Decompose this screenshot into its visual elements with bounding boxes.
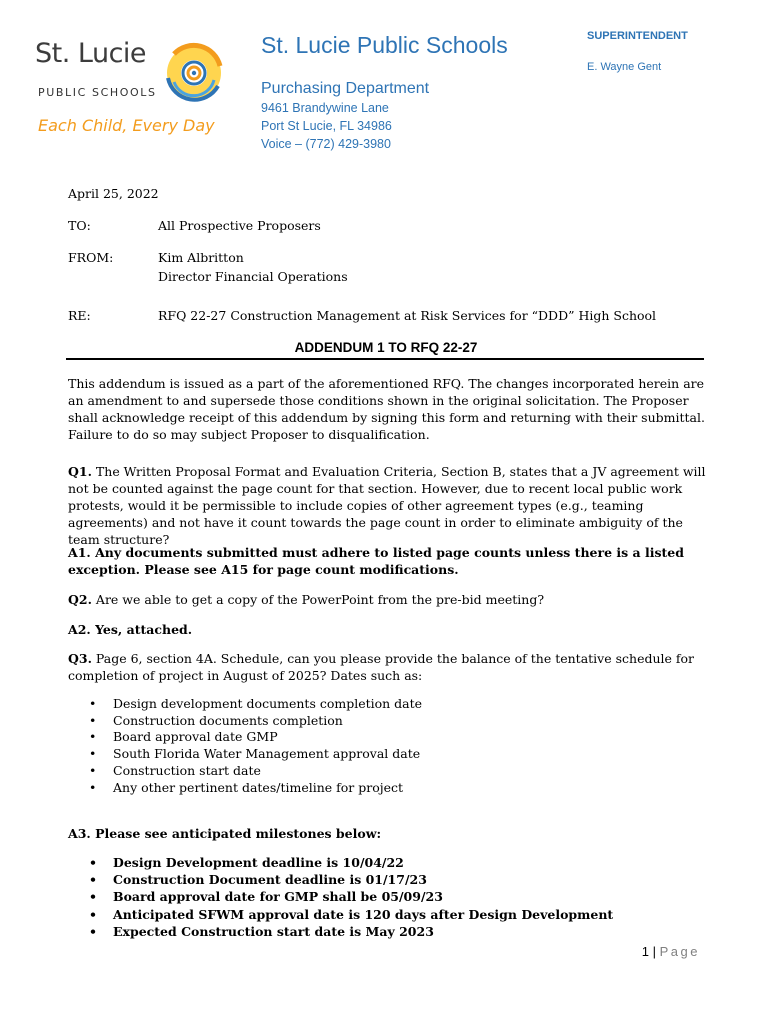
logo-wordmark: St. Lucie: [35, 38, 147, 69]
question-3-label: Q3.: [68, 651, 92, 666]
logo-subtitle: PUBLIC SCHOOLS: [38, 86, 157, 99]
superintendent-name: E. Wayne Gent: [587, 61, 662, 73]
list-item: • Construction start date: [68, 763, 708, 780]
list-item: • Board approval date for GMP shall be 05/09/23: [68, 888, 708, 905]
question-1: [68, 463, 708, 548]
schedule-date-list: [68, 696, 708, 796]
organization-title: St. Lucie Public Schools: [261, 32, 508, 58]
title-divider: [66, 358, 704, 360]
milestone-list: [68, 854, 708, 940]
sun-logo-icon: [160, 42, 224, 104]
list-item: • Design development documents completion date: [68, 696, 708, 713]
answer-3-heading: A3. Please see anticipated milestones below:: [68, 826, 382, 841]
answer-1: A1. Any documents submitted must adhere to listed page counts unless there is a listed exception. Please see A15 for page count modifications.: [68, 545, 684, 577]
to-value: All Prospective Proposers: [158, 218, 321, 233]
question-1-label: Q1.: [68, 464, 92, 479]
question-2-label: Q2.: [68, 592, 92, 607]
superintendent-title: SUPERINTENDENT: [587, 30, 688, 42]
list-item: • Expected Construction start date is May 2023: [68, 923, 708, 940]
intro-paragraph: This addendum is issued as a part of the aforementioned RFQ. The changes incorporated herein are an amendment to and supersede those conditions shown in the original solicitation. The Proposer shall acknowledge receipt of this addendum by signing this form and returning with their submittal. Failure to do so may subject Proposer to disqualification.: [68, 376, 705, 442]
to-label: TO:: [68, 218, 91, 233]
re-value: RFQ 22-27 Construction Management at Risk Services for “DDD” High School: [158, 308, 657, 323]
addendum-title: ADDENDUM 1 TO RFQ 22-27: [294, 340, 478, 355]
address-line-2: Port St Lucie, FL 34986: [261, 119, 392, 133]
list-item: • Board approval date GMP: [68, 729, 708, 746]
list-item: • Any other pertinent dates/timeline for project: [68, 780, 708, 797]
page-separator: |: [649, 944, 660, 959]
address-line-1: 9461 Brandywine Lane: [261, 101, 389, 115]
question-3: [68, 650, 708, 684]
logo-tagline: Each Child, Every Day: [38, 116, 215, 135]
from-name: Kim Albritton: [158, 250, 244, 265]
page-number: 1: [641, 944, 650, 959]
list-item: • Anticipated SFWM approval date is 120 days after Design Development: [68, 906, 708, 923]
phone-number: Voice – (772) 429-3980: [261, 137, 391, 151]
answer-2: A2. Yes, attached.: [68, 622, 193, 637]
page-word: Page: [659, 944, 700, 959]
from-title: Director Financial Operations: [158, 269, 348, 284]
question-1-text: The Written Proposal Format and Evaluation Criteria, Section B, states that a JV agreement will not be counted against the page count for that section. However, due to recent local public work protests, would it be permissible to include copies of other agreement types (e.g., teaming agreements) and not have it count towards the page count in order to eliminate ambiguity of the team structure?: [68, 464, 706, 547]
re-label: RE:: [68, 308, 91, 323]
page-footer: [560, 944, 700, 959]
list-item: • Design Development deadline is 10/04/22: [68, 854, 708, 871]
question-2-text: Are we able to get a copy of the PowerPoint from the pre-bid meeting?: [91, 592, 545, 607]
department-name: Purchasing Department: [261, 80, 430, 97]
memo-date: April 25, 2022: [68, 186, 159, 201]
question-3-text: Page 6, section 4A. Schedule, can you please provide the balance of the tentative schedule for completion of project in August of 2025? Dates such as:: [68, 651, 695, 683]
list-item: • Construction Document deadline is 01/17/23: [68, 871, 708, 888]
list-item: • South Florida Water Management approval date: [68, 746, 708, 763]
question-2: [68, 591, 708, 608]
list-item: • Construction documents completion: [68, 713, 708, 730]
from-label: FROM:: [68, 250, 114, 265]
